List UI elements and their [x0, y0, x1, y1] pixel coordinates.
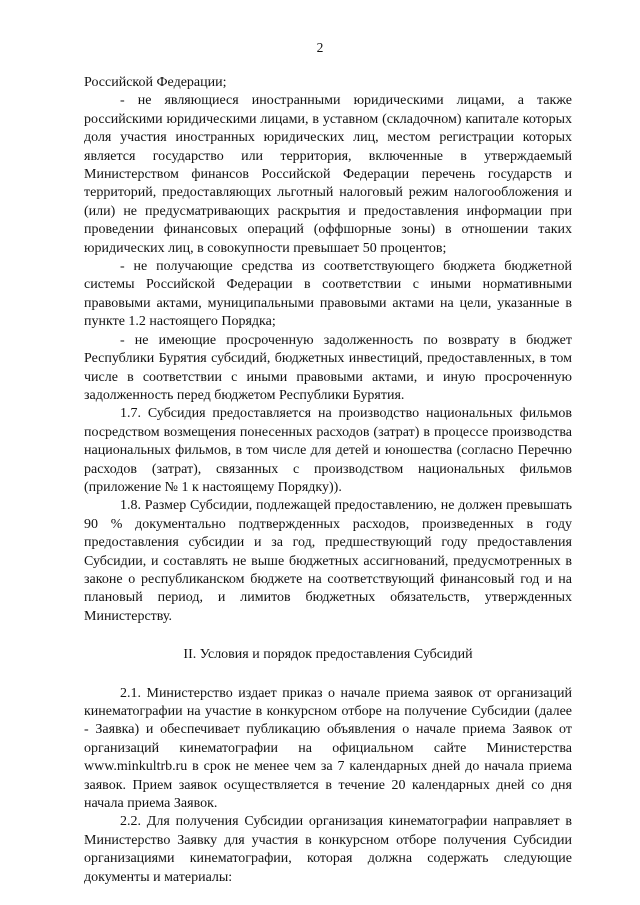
paragraph-no-debt: - не имеющие просроченную задолженность по возврату в бюджет Республики Бурятия субсидий, бюджетных инвестиций, предоставленных, в том числе в соответствии с иными правовыми актами, и иную просроченную задолженность перед бюджетом Республики Бурятия.	[84, 332, 572, 403]
document-body	[84, 74, 572, 887]
paragraph-2-1: 2.1. Министерство издает приказ о начале приема заявок от организаций кинематографии на участие в конкурсном отборе на получение Субсидии (далее - Заявка) и обеспечивает публикацию объявления о начале приема Заявок от организаций кинематографии на официальном сайте Министерства www.minkultrb.ru в срок не менее чем за 7 календарных дней до начала приема заявок. Прием заявок осуществляется в течение 20 календарных дней со дня начала приема Заявок.	[84, 685, 572, 812]
page-number: 2	[316, 40, 324, 55]
paragraph-2-2: 2.2. Для получения Субсидии организация кинематографии направляет в Министерство Заявку для участия в конкурсном отборе получения Субсидии организациями кинематографии, которая должна содержать следующие документы и материалы:	[84, 814, 572, 885]
section-heading: II. Условия и порядок предоставления Субсидий	[183, 647, 473, 663]
paragraph-no-budget-funds: - не получающие средства из соответствующего бюджета бюджетной системы Российской Федерации в соответствии с иными нормативными правовыми актами, муниципальными правовыми актами на цели, указанные в пункте 1.2 настоящего Порядка;	[84, 259, 572, 330]
paragraph-1-8: 1.8. Размер Субсидии, подлежащей предоставлению, не должен превышать 90 % документально подтвержденных расходов, произведенных в году предоставления субсидии и за год, предшествующий году предоставления Субсидии, и составлять не выше бюджетных ассигнований, предусмотренных в законе о республиканском бюджете на соответствующий финансовый год и на плановый период, и лимитов бюджетных обязательств, утвержденных Министерству.	[84, 498, 572, 624]
paragraph-continuation: Российской Федерации;	[84, 75, 227, 90]
paragraph-foreign-entities: - не являющиеся иностранными юридическими лицами, а также российскими юридическими лицами, в уставном (складочном) капитале которых доля участия иностранных юридических лиц, местом регистрации которых является государство или территория, включенные в утверждаемый Министерством финансов Российской Федерации перечень государств и территорий, предоставляющих льготный налоговый режим налогообложения и (или) не предусматривающих раскрытия и предоставления информации при проведении финансовых операций (оффшорные зоны) в отношении таких юридических лиц, в совокупности превышает 50 процентов;	[84, 93, 572, 256]
paragraph-1-7: 1.7. Субсидия предоставляется на производство национальных фильмов посредством возмещения понесенных расходов (затрат) в процессе производства национальных фильмов, в том числе для детей и юношества (согласно Перечню расходов (затрат), связанных с производством национальных фильмов (приложение № 1 к настоящему Порядку)).	[84, 406, 572, 495]
